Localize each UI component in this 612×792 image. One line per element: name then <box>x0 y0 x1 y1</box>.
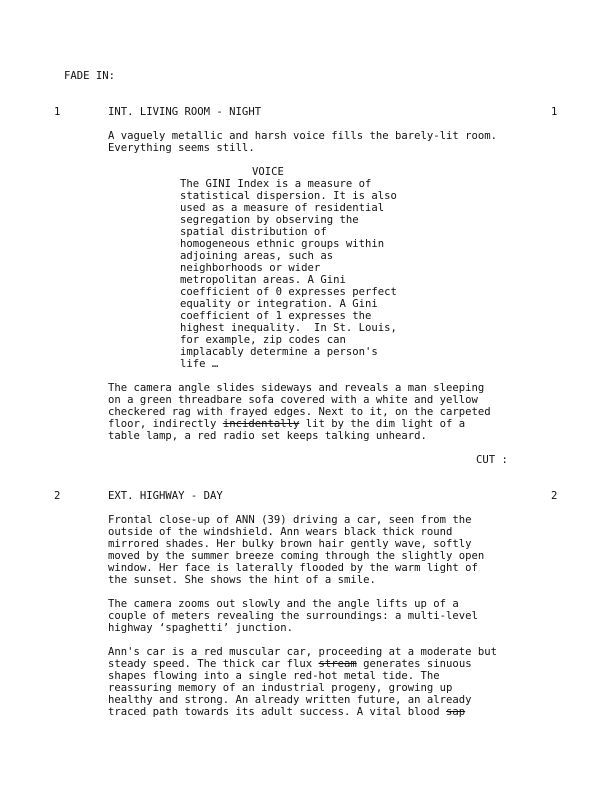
dialogue-line: equality or integration. A Gini <box>180 298 378 310</box>
transition-cut: CUT : <box>476 454 508 466</box>
dialogue-line: homogeneous ethnic groups within <box>180 238 385 250</box>
action-line: moved by the summer breeze coming through the slightly open <box>108 550 485 562</box>
action-line: mirrored shades. Her bulky brown hair gently wave, softly <box>108 538 472 550</box>
fade-in: FADE IN: <box>64 70 116 82</box>
dialogue-line: metropolitan areas. A Gini <box>180 274 346 286</box>
dialogue-line: implacably determine a person's <box>180 346 378 358</box>
scene-number-right: 1 <box>551 106 558 118</box>
dialogue-line: highest inequality. In St. Louis, <box>180 322 397 334</box>
dialogue-line: The GINI Index is a measure of <box>180 178 372 190</box>
scene-heading: INT. LIVING ROOM - NIGHT <box>108 106 262 118</box>
dialogue-block <box>180 178 440 370</box>
scene-number-left: 2 <box>54 490 61 502</box>
action-paragraph <box>108 514 528 586</box>
action-paragraph <box>108 598 528 634</box>
action-text: lit by the dim light of a <box>299 418 466 430</box>
action-text: steady speed. The thick car flux <box>108 658 319 670</box>
action-line: reassuring memory of an industrial progeny, growing up <box>108 682 453 694</box>
dialogue-line: adjoining areas, such as <box>180 250 334 262</box>
action-line: outside of the windshield. Ann wears black thick round <box>108 526 453 538</box>
action-line: A vaguely metallic and harsh voice fills the barely-lit room. <box>108 130 498 142</box>
action-line: Everything seems still. <box>108 142 255 154</box>
struck-text: sap <box>446 706 466 718</box>
scene-number-left: 1 <box>54 106 61 118</box>
action-line: The camera angle slides sideways and reveals a man sleeping <box>108 382 485 394</box>
action-paragraph <box>108 130 528 154</box>
action-text: floor, indirectly <box>108 418 223 430</box>
dialogue-line: segregation by observing the <box>180 214 359 226</box>
struck-text: stream <box>318 658 357 670</box>
action-line: The camera zooms out slowly and the angle lifts up of a <box>108 598 459 610</box>
action-text: traced path towards its adult success. A vital blood <box>108 706 447 718</box>
scene-heading: EXT. HIGHWAY - DAY <box>108 490 223 502</box>
action-line: table lamp, a red radio set keeps talking unheard. <box>108 430 427 442</box>
action-text: generates sinuous <box>356 658 472 670</box>
dialogue-line: spatial distribution of <box>180 226 327 238</box>
action-line <box>108 706 528 718</box>
action-line: highway ‘spaghetti’ junction. <box>108 622 293 634</box>
action-line: shapes flowing into a single red-hot metal tide. The <box>108 670 440 682</box>
struck-text: incidentally <box>222 418 300 430</box>
dialogue-line: statistical dispersion. It is also <box>180 190 397 202</box>
action-line: Ann's car is a red muscular car, proceeding at a moderate but <box>108 646 498 658</box>
action-line <box>108 658 528 670</box>
action-line: healthy and strong. An already written future, an already <box>108 694 472 706</box>
character-name: VOICE <box>252 166 284 178</box>
dialogue-line: life … <box>180 358 219 370</box>
action-line: Frontal close-up of ANN (39) driving a car, seen from the <box>108 514 472 526</box>
dialogue-line: coefficient of 1 expresses the <box>180 310 372 322</box>
dialogue-line: neighborhoods or wider <box>180 262 321 274</box>
dialogue-line: coefficient of 0 expresses perfect <box>180 286 397 298</box>
scene-number-right: 2 <box>551 490 558 502</box>
action-line: window. Her face is laterally flooded by the warm light of <box>108 562 478 574</box>
action-paragraph <box>108 646 528 718</box>
dialogue-line: for example, zip codes can <box>180 334 346 346</box>
action-paragraph <box>108 382 528 442</box>
action-line: couple of meters revealing the surroundings: a multi-level <box>108 610 478 622</box>
action-line: on a green threadbare sofa covered with a white and yellow <box>108 394 478 406</box>
action-line: checkered rag with frayed edges. Next to it, on the carpeted <box>108 406 491 418</box>
action-line: the sunset. She shows the hint of a smile. <box>108 574 376 586</box>
dialogue-line: used as a measure of residential <box>180 202 385 214</box>
action-line <box>108 418 528 430</box>
